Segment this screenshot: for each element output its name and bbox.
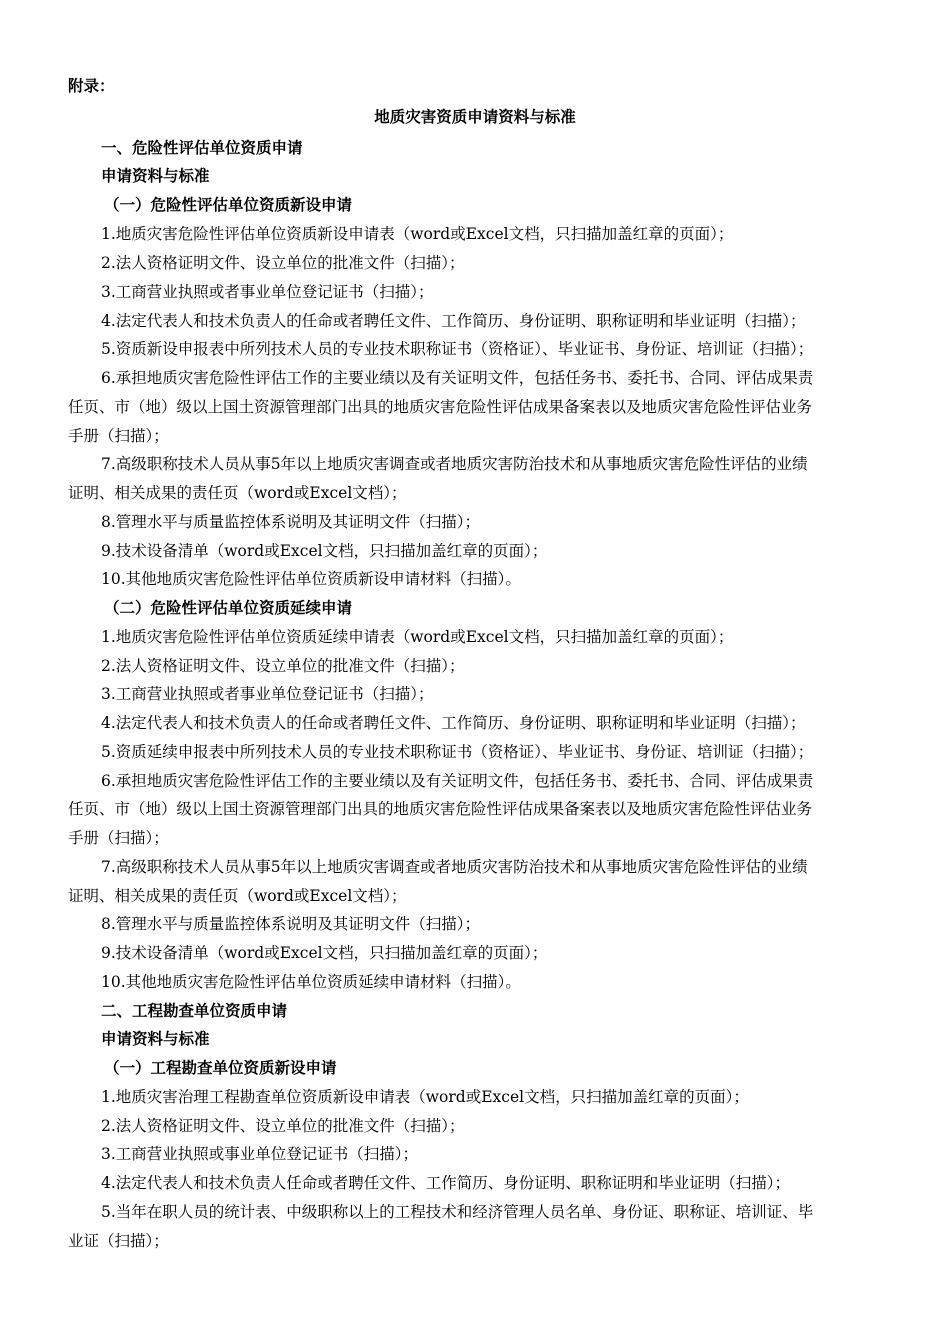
part-heading: （一）危险性评估单位资质新设申请 — [104, 196, 353, 214]
document-title: 地质灾害资质申请资料与标准 — [374, 108, 576, 126]
list-item: 1.地质灾害治理工程勘查单位资质新设申请表（word或Excel文档，只扫描加盖红章的页面）； — [101, 1088, 749, 1106]
list-item-continuation: 业证（扫描）； — [68, 1232, 169, 1250]
list-item-continuation: 证明、相关成果的责任页（word或Excel文档）； — [68, 887, 407, 905]
list-item: 7.高级职称技术人员从事5年以上地质灾害调查或者地质灾害防治技术和从事地质灾害危险性评估的业绩 — [101, 455, 808, 473]
list-item: 1.地质灾害危险性评估单位资质延续申请表（word或Excel文档，只扫描加盖红章的页面）； — [101, 628, 734, 646]
list-item: 4.法定代表人和技术负责人任命或者聘任文件、工作简历、身份证明、职称证明和毕业证明（扫描）； — [101, 1174, 791, 1192]
list-item: 10.其他地质灾害危险性评估单位资质延续申请材料（扫描）。 — [101, 973, 521, 991]
list-item: 3.工商营业执照或者事业单位登记证书（扫描）； — [101, 283, 434, 301]
section-subheading: 申请资料与标准 — [101, 167, 210, 185]
list-item: 5.当年在职人员的统计表、中级职称以上的工程技术和经济管理人员名单、身份证、职称证、培训证、毕 — [101, 1203, 814, 1221]
section-heading: 二、工程勘查单位资质申请 — [101, 1002, 288, 1020]
list-item: 3.工商营业执照或事业单位登记证书（扫描）； — [101, 1145, 419, 1163]
list-item: 9.技术设备清单（word或Excel文档，只扫描加盖红章的页面）； — [101, 542, 548, 560]
list-item: 2.法人资格证明文件、设立单位的批准文件（扫描）； — [101, 254, 465, 272]
part-heading: （二）危险性评估单位资质延续申请 — [104, 599, 353, 617]
list-item: 5.资质延续申报表中所列技术人员的专业技术职称证书（资格证）、毕业证书、身份证、培训证（扫描）； — [101, 743, 814, 761]
list-item: 2.法人资格证明文件、设立单位的批准文件（扫描）； — [101, 1117, 465, 1135]
list-item-continuation: 任页、市（地）级以上国土资源管理部门出具的地质灾害危险性评估成果备案表以及地质灾害危险性评估业务 — [68, 800, 813, 818]
list-item: 1.地质灾害危险性评估单位资质新设申请表（word或Excel文档，只扫描加盖红章的页面）； — [101, 225, 734, 243]
list-item: 2.法人资格证明文件、设立单位的批准文件（扫描）； — [101, 657, 465, 675]
section-subheading: 申请资料与标准 — [101, 1030, 210, 1048]
list-item: 4.法定代表人和技术负责人的任命或者聘任文件、工作简历、身份证明、职称证明和毕业证明（扫描）； — [101, 714, 806, 732]
list-item-continuation: 证明、相关成果的责任页（word或Excel文档）； — [68, 484, 407, 502]
list-item-continuation: 任页、市（地）级以上国土资源管理部门出具的地质灾害危险性评估成果备案表以及地质灾害危险性评估业务 — [68, 398, 813, 416]
list-item: 4.法定代表人和技术负责人的任命或者聘任文件、工作简历、身份证明、职称证明和毕业证明（扫描）； — [101, 312, 806, 330]
part-heading: （一）工程勘查单位资质新设申请 — [104, 1059, 337, 1077]
list-item-continuation: 手册（扫描）； — [68, 829, 169, 847]
list-item: 9.技术设备清单（word或Excel文档，只扫描加盖红章的页面）； — [101, 944, 548, 962]
list-item: 7.高级职称技术人员从事5年以上地质灾害调查或者地质灾害防治技术和从事地质灾害危险性评估的业绩 — [101, 858, 808, 876]
list-item: 6.承担地质灾害危险性评估工作的主要业绩以及有关证明文件，包括任务书、委托书、合同、评估成果责 — [101, 772, 814, 790]
list-item: 8.管理水平与质量监控体系说明及其证明文件（扫描）； — [101, 915, 481, 933]
list-item-continuation: 手册（扫描）； — [68, 427, 169, 445]
list-item: 8.管理水平与质量监控体系说明及其证明文件（扫描）； — [101, 513, 481, 531]
list-item: 10.其他地质灾害危险性评估单位资质新设申请材料（扫描）。 — [101, 570, 521, 588]
list-item: 6.承担地质灾害危险性评估工作的主要业绩以及有关证明文件，包括任务书、委托书、合同、评估成果责 — [101, 369, 814, 387]
appendix-label: 附录： — [68, 77, 115, 95]
list-item: 3.工商营业执照或者事业单位登记证书（扫描）； — [101, 685, 434, 703]
list-item: 5.资质新设申报表中所列技术人员的专业技术职称证书（资格证）、毕业证书、身份证、培训证（扫描）； — [101, 340, 814, 358]
section-heading: 一、危险性评估单位资质申请 — [101, 139, 303, 157]
